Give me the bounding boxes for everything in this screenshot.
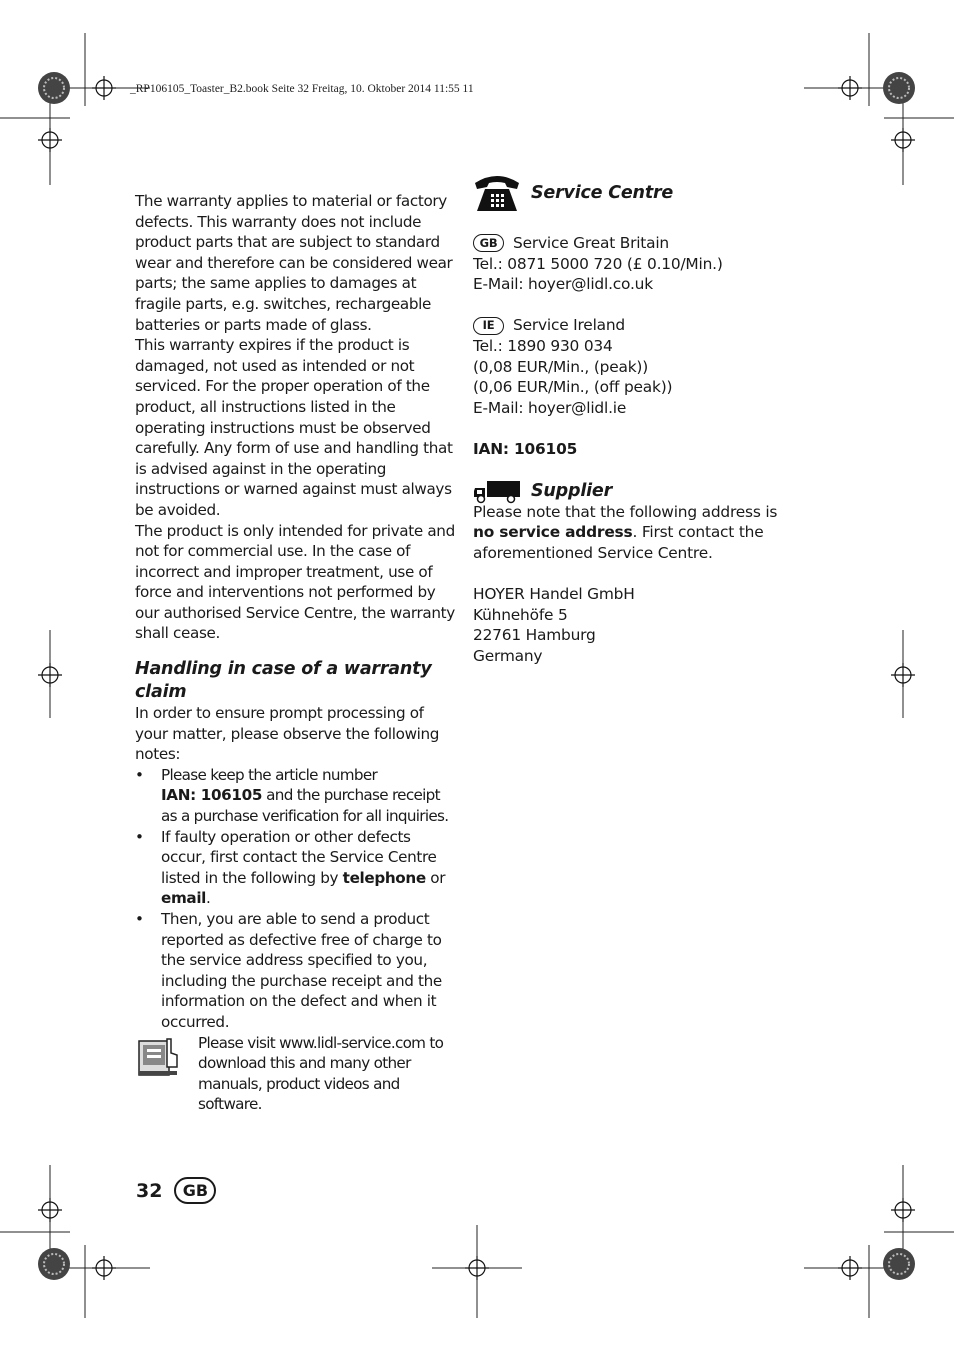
page-number: 32 <box>136 1179 163 1202</box>
country-badge-ie: IE <box>473 317 504 335</box>
supplier-address-line: HOYER Handel GmbH <box>473 584 635 603</box>
list-item: • Then, you are able to send a product reported as defective free of charge to the service address specified to you, including the purchase receipt and the information on the defect and when it occurred. <box>135 910 442 1031</box>
country-badge-gb: GB <box>473 234 504 252</box>
warranty-column <box>135 191 455 1115</box>
truck-icon <box>473 480 521 504</box>
service-gb-phone: Tel.: 0871 5000 720 (£ 0.10/Min.) <box>473 254 723 273</box>
ian-number: IAN: 106105 <box>161 786 263 805</box>
online-manuals-note <box>135 1033 455 1115</box>
service-ie-peak-rate: (0,08 EUR/Min., (peak)) <box>473 357 649 376</box>
claim-intro: In order to ensure prompt processing of your matter, please observe the following notes: <box>135 704 440 764</box>
bullet: • <box>135 910 144 928</box>
supplier-note: Please note that the following address is no service address. First contact the aforementioned Service Centre. <box>473 502 778 562</box>
bullet: • <box>135 765 144 784</box>
supplier-address-line: 22761 Hamburg <box>473 626 596 645</box>
list-item: • Please keep the article number IAN: 106105 and the purchase receipt as a purchase verification for all inquiries. <box>135 765 449 826</box>
service-ie-offpeak-rate: (0,06 EUR/Min., (off peak)) <box>473 378 673 397</box>
supplier-heading: Supplier <box>531 481 613 502</box>
list-item: • If faulty operation or other defects occur, first contact the Service Centre listed in the following by telephone or email. <box>135 827 446 908</box>
service-gb-email: E-Mail: hoyer@lidl.co.uk <box>473 275 653 294</box>
print-file-header: _RP106105_Toaster_B2.book Seite 32 Freitag, 10. Oktober 2014 11:55 11 <box>130 83 474 95</box>
service-column <box>473 173 803 666</box>
supplier-address-line: Germany <box>473 646 543 665</box>
warranty-paragraph: The warranty applies to material or factory defects. This warranty does not include product parts that are subject to standard wear and therefore can be considered wear parts; the same applies to damages at fragile parts, e.g. switches, rechargeable batteries or parts made of glass. <box>135 192 453 334</box>
service-ie-phone: Tel.: 1890 930 034 <box>473 336 613 355</box>
service-gb-name: Service Great Britain <box>513 234 669 252</box>
online-manuals-text: Please visit www.lidl-service.com to download this and many other manuals, product videos and software. <box>198 1033 444 1114</box>
telephone-icon <box>473 173 521 213</box>
language-badge: GB <box>174 1177 216 1204</box>
service-ie-name: Service Ireland <box>513 316 626 335</box>
warranty-paragraph: This warranty expires if the product is damaged, not used as intended or not serviced. For the proper operation of the product, all instructions listed in the operating instructions must be observed carefully. Any form of use and handling that is advised against in the operating instructions or warned against must always be avoided. <box>135 336 453 519</box>
service-ie-row <box>473 315 803 336</box>
web-download-icon <box>137 1035 181 1079</box>
claim-notes-list <box>135 765 455 1033</box>
supplier-address-line: Kühnehöfe 5 <box>473 605 568 624</box>
service-centre-header <box>473 173 803 213</box>
service-gb-row <box>473 233 803 254</box>
ian-number: IAN: 106105 <box>473 439 578 458</box>
service-ie-email: E-Mail: hoyer@lidl.ie <box>473 398 627 417</box>
service-centre-heading: Service Centre <box>531 182 674 203</box>
warranty-claim-heading: Handling in case of a warranty claim <box>135 659 432 702</box>
page-footer <box>136 1177 216 1204</box>
warranty-paragraph: The product is only intended for private and not for commercial use. In the case of incorrect and improper treatment, use of force and interventions not performed by our authorised Service Centre, the warranty shall cease. <box>135 521 455 643</box>
bullet: • <box>135 827 144 846</box>
